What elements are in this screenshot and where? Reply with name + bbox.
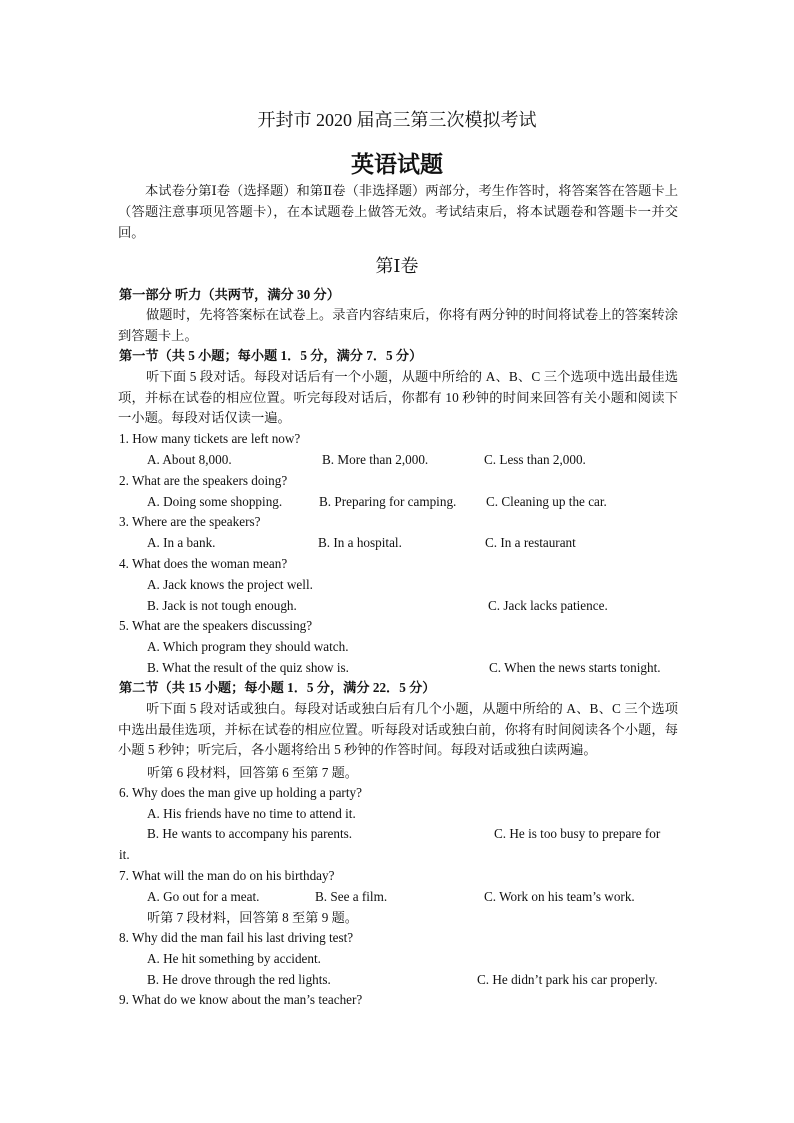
question-6-option-c-continuation: it.: [119, 847, 130, 862]
exam-title: 开封市 2020 届高三第三次模拟考试: [257, 110, 537, 130]
question-8-option-b: B. He drove through the red lights.: [147, 972, 331, 987]
exam-intro: 本试卷分第Ⅰ卷（选择题）和第Ⅱ卷（非选择题）两部分，考生作答时，将答案答在答题卡上（答题注意事项见答题卡），在本试题卷上做答无效。考试结束后，将本试题卷和答题卡一并交回。: [118, 183, 678, 240]
question-5-stem: 5. What are the speakers discussing?: [119, 618, 313, 633]
question-9-stem: 9. What do we know about the man’s teacher?: [119, 992, 363, 1007]
question-4-option-c: C. Jack lacks patience.: [488, 598, 608, 613]
section2-instruction: 听下面 5 段对话或独白。每段对话或独白后有几个小题，从题中所给的 A、B、C 三个选项中选出最佳选项，并标在试卷的相应位置。听每段对话或独白前，你将有时间阅读各个小题，每小题 5 秒钟；听完后，各小题将给出 5 秒钟的作答时间。每段对话或独白读两遍。: [118, 701, 678, 758]
question-1-stem: 1. How many tickets are left now?: [119, 431, 301, 446]
question-2-option-a: A. Doing some shopping.: [147, 494, 283, 509]
part1-instruction: 做题时，先将答案标在试卷上。录音内容结束后，你将有两分钟的时间将试卷上的答案转涂到答题卡上。: [118, 307, 678, 343]
volume-heading: 第Ⅰ卷: [375, 256, 419, 276]
question-7-stem: 7. What will the man do on his birthday?: [119, 868, 335, 883]
question-3-option-a: A. In a bank.: [147, 535, 216, 550]
question-5-option-b: B. What the result of the quiz show is.: [147, 660, 349, 675]
question-7-option-b: B. See a film.: [315, 889, 388, 904]
subject-title: 英语试题: [351, 152, 443, 177]
question-8-option-a: A. He hit something by accident.: [147, 951, 321, 966]
section1-heading: 第一节（共 5 小题；每小题 1．5 分，满分 7．5 分）: [119, 348, 423, 363]
question-6-option-a: A. His friends have no time to attend it.: [147, 806, 356, 821]
question-7-option-c: C. Work on his team’s work.: [484, 889, 635, 904]
question-2-option-b: B. Preparing for camping.: [319, 494, 457, 509]
question-8-stem: 8. Why did the man fail his last driving test?: [119, 930, 354, 945]
question-3-stem: 3. Where are the speakers?: [119, 514, 261, 529]
question-1-option-a: A. About 8,000.: [147, 452, 232, 467]
question-1-option-b: B. More than 2,000.: [322, 452, 429, 467]
question-8-option-c: C. He didn’t park his car properly.: [477, 972, 658, 987]
question-5-option-a: A. Which program they should watch.: [147, 639, 349, 654]
question-2-stem: 2. What are the speakers doing?: [119, 473, 288, 488]
question-3-option-c: C. In a restaurant: [485, 535, 576, 550]
question-4-stem: 4. What does the woman mean?: [119, 556, 288, 571]
section1-instruction: 听下面 5 段对话。每段对话后有一个小题，从题中所给的 A、B、C 三个选项中选出最佳选项，并标在试卷的相应位置。听完每段对话后，你都有 10 秒钟的时间来回答有关小题和阅读下一小题。每段对话仅读一遍。: [118, 369, 678, 426]
question-3-option-b: B. In a hospital.: [318, 535, 402, 550]
part1-heading: 第一部分 听力（共两节，满分 30 分）: [119, 287, 340, 302]
section2-heading: 第二节（共 15 小题；每小题 1．5 分，满分 22．5 分）: [119, 680, 436, 695]
question-4-option-a: A. Jack knows the project well.: [147, 577, 313, 592]
question-6-option-c: C. He is too busy to prepare for: [494, 826, 661, 841]
material-7-note: 听第 7 段材料，回答第 8 至第 9 题。: [147, 910, 358, 925]
question-6-stem: 6. Why does the man give up holding a party?: [119, 785, 362, 800]
question-1-option-c: C. Less than 2,000.: [484, 452, 586, 467]
question-7-option-a: A. Go out for a meat.: [147, 889, 260, 904]
question-4-option-b: B. Jack is not tough enough.: [147, 598, 297, 613]
question-6-option-b: B. He wants to accompany his parents.: [147, 826, 353, 841]
material-6-note: 听第 6 段材料，回答第 6 至第 7 题。: [147, 765, 358, 780]
question-2-option-c: C. Cleaning up the car.: [486, 494, 607, 509]
question-5-option-c: C. When the news starts tonight.: [489, 660, 661, 675]
